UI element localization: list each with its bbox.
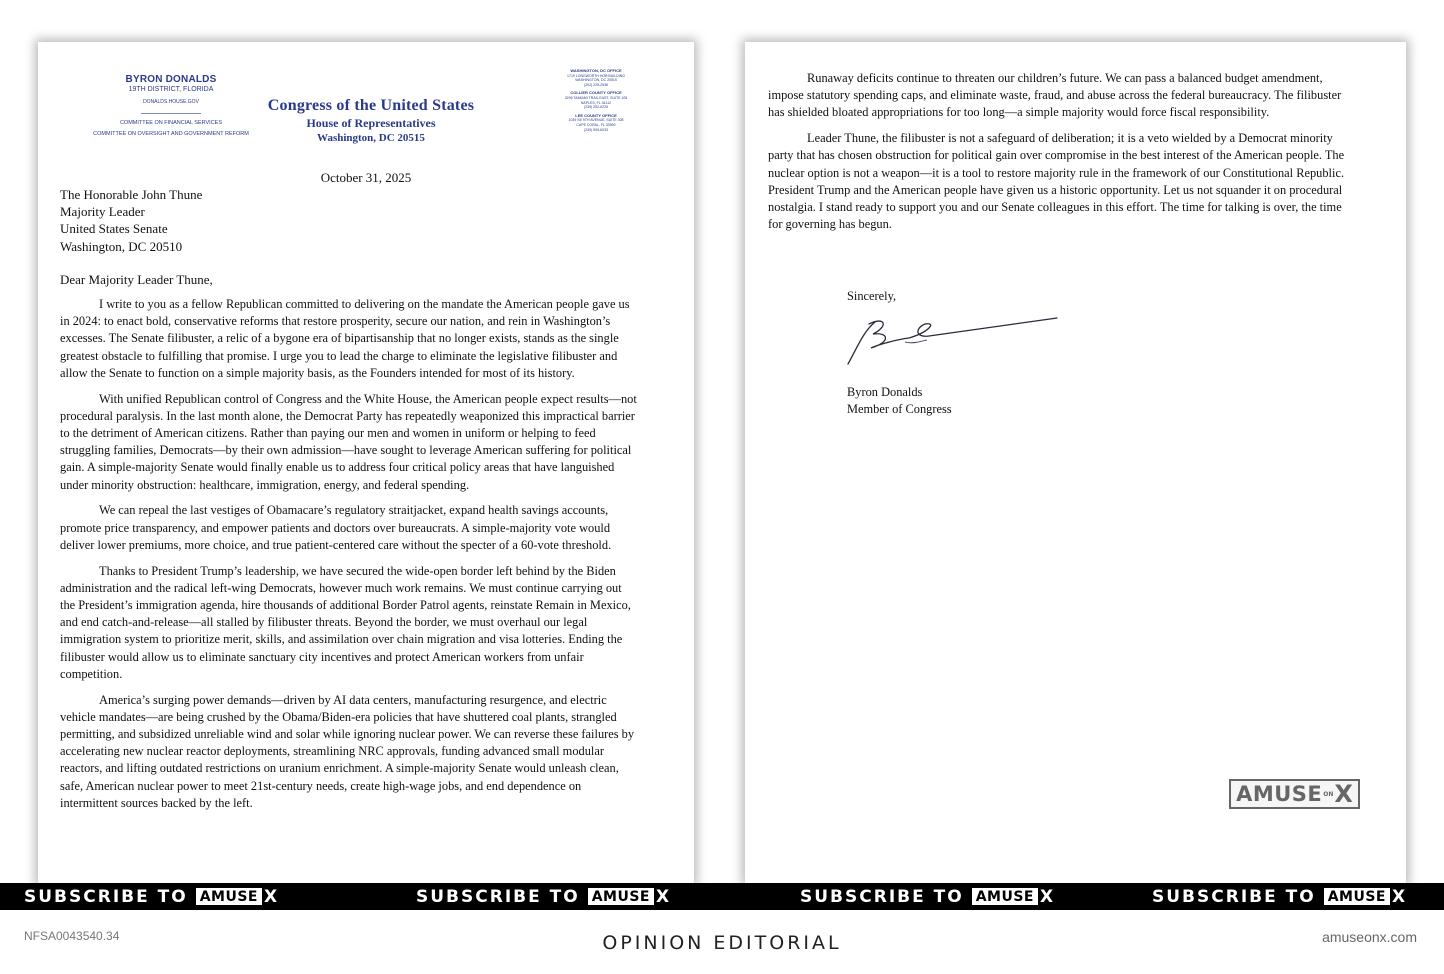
letter-body <box>60 296 637 821</box>
subscribe-text: SUBSCRIBE TO <box>1152 886 1316 907</box>
ribbon-x-icon: X <box>263 886 278 907</box>
paragraph: Leader Thune, the filibuster is not a safeguard of deliberation; it is a veto wielded by a Democrat minority party that has chosen obstruction for political gain over compromise in the best interest of the American people. The nuclear option is not a weapon—it is a tool to restore majority rule in the framework of our Constitutional Republic. President Trump and the American people have given us a historic opportunity. Let us not squander it on procedural nostalgia. I stand ready to support you and our Senate colleagues in this effort. The time for talking is over, the time for governing has begun. <box>768 131 1345 232</box>
ribbon-logo-text: AMUSE <box>975 888 1034 905</box>
subscribe-ribbon <box>0 883 1444 910</box>
signer-name: Byron Donalds <box>847 385 923 399</box>
ribbon-logo <box>1324 888 1390 905</box>
salutation: Dear Majority Leader Thune, <box>60 272 213 287</box>
subscribe-banner-item[interactable] <box>800 883 1053 910</box>
member-district: 19TH DISTRICT, FLORIDA <box>128 86 214 93</box>
paragraph: Thanks to President Trump’s leadership, we have secured the wide-open border left behind by the Biden administration and the radical left-wing Democrats, however much work remains. We must continue carrying out the President’s immigration agenda, hire thousands of additional Border Patrol agents, reinstate Remain in Mexico, and end catch-and-release—all stalled by filibuster threats. Beyond the border, we must overhaul our legal immigration system to prioritize merit, skills, and assimilation over chain migration and visa lotteries. Ending the filibuster would allow us to eliminate sanctuary city incentives and protect American workers from unfair competition. <box>60 563 631 681</box>
address-line: The Honorable John Thune <box>60 187 203 202</box>
ribbon-logo-text: AMUSE <box>1327 888 1386 905</box>
office-line: WASHINGTON, DC 20515 <box>575 78 617 83</box>
letter-page-2 <box>745 42 1406 883</box>
ribbon-x-icon: X <box>1391 886 1406 907</box>
letterhead-congress: Congress of the United States <box>267 97 475 114</box>
member-website: DONALDS.HOUSE.GOV <box>143 99 199 105</box>
member-name: BYRON DONALDS <box>125 74 217 85</box>
committee-2: COMMITTEE ON OVERSIGHT AND GOVERNMENT REFORM <box>93 131 249 137</box>
amuse-logo <box>1229 779 1360 809</box>
paragraph: Runaway deficits continue to threaten our children’s future. We can pass a balanced budget amendment, impose statutory spending caps, and eliminate waste, fraud, and abuse across the federal bureaucracy. The filibuster has shielded bloated appropriations for too long—a simple majority would force fiscal responsibility. <box>768 71 1342 120</box>
paragraph: I write to you as a fellow Republican committed to delivering on the mandate the American people gave us in 2024: to enact bold, conservative reforms that restore prosperity, secure our nation, and rein in Washington’s excesses. The Senate filibuster, a relic of a bygone era of bipartisanship that no longer exists, stands as the single greatest obstacle to fulfilling that promise. I urge you to lead the charge to eliminate the legislative filibuster and allow the Senate to function on a simple majority basis, as the Founders intended for most of its history. <box>60 297 630 380</box>
logo-on: ON <box>1323 790 1334 798</box>
letterhead-city: Washington, DC 20515 <box>317 132 425 144</box>
letter-page-1 <box>38 42 694 883</box>
letter-body <box>768 70 1348 242</box>
ribbon-logo <box>196 888 262 905</box>
office-line: (202) 225-2536 <box>584 82 608 87</box>
document-id: NFSA0043540.34 <box>24 929 120 943</box>
subscribe-banner-item[interactable] <box>416 883 669 910</box>
subscribe-text: SUBSCRIBE TO <box>24 886 188 907</box>
closing: Sincerely, <box>847 289 897 303</box>
office-list <box>536 69 656 136</box>
signer-title: Member of Congress <box>847 402 952 417</box>
subscribe-text: SUBSCRIBE TO <box>416 886 580 907</box>
committee-1: COMMITTEE ON FINANCIAL SERVICES <box>119 120 223 126</box>
ribbon-logo-text: AMUSE <box>199 888 258 905</box>
address-line: Washington, DC 20510 <box>60 238 183 254</box>
paragraph: We can repeal the last vestiges of Obamacare’s regulatory straitjacket, expand health savings accounts, promote price transparency, and empower patients and doctors over bureaucrats. A simple-majority vote would deliver lower premiums, more choice, and true patient-centered care without the specter of a 60-vote threshold. <box>60 503 612 552</box>
office-dc <box>536 69 656 87</box>
subscribe-banner-item[interactable] <box>1152 883 1405 910</box>
address-line: United States Senate <box>60 221 168 237</box>
address-line: Majority Leader <box>60 204 145 220</box>
letter-date: October 31, 2025 <box>320 170 412 185</box>
office-lee <box>536 114 656 132</box>
office-line: NAPLES, FL 34112 <box>580 100 612 105</box>
divider <box>141 113 201 114</box>
footer-website-link[interactable]: amuseonx.com <box>1322 929 1417 945</box>
subscribe-text: SUBSCRIBE TO <box>800 886 964 907</box>
ribbon-logo <box>972 888 1038 905</box>
office-title: COLLIER COUNTY OFFICE <box>570 90 622 96</box>
ribbon-logo-text: AMUSE <box>591 888 650 905</box>
paragraph: With unified Republican control of Congress and the White House, the American people expect results—not procedural paralysis. In the last month alone, the Democrat Party has repeatedly weaponized this impractical barrier to the detriment of American citizens. Rather than paying our men and women in uniform or helping to feed struggling families, Democrats—by their own admission—have sought to leverage American suffering for political gain. A simple-majority Senate would finally enable us to address four critical policy areas that have languished under minority obstruction: healthcare, immigration, energy, and federal spending. <box>60 391 637 492</box>
office-line: CAPE CORAL, FL 33990 <box>576 122 616 127</box>
logo-text: AMUSE <box>1236 782 1323 806</box>
office-title: WASHINGTON, DC OFFICE <box>570 68 622 73</box>
letterhead <box>233 97 509 144</box>
paragraph: America’s surging power demands—driven by AI data centers, manufacturing resurgence, and electric vehicle mandates—are being crushed by the Obama/Biden-era policies that have shuttered coal plants, strangled permitting, and subsidized unreliable wind and solar while ignoring nuclear power. We can reverse these failures by accelerating new nuclear reactor deployments, streamlining NRC approvals, funding advanced small modular reactors, and lifting outdated restrictions on uranium enrichment. A simple-majority Senate would unleash clean, safe, American nuclear power to meet 21st-century needs, create high-wage jobs, and end dependence on intermittent sources backed by the left. <box>60 692 635 810</box>
logo-x-icon: X <box>1334 780 1353 808</box>
office-title: LEE COUNTY OFFICE <box>575 112 617 118</box>
office-line: 1719 LONGWORTH HOB BUILDING <box>567 73 625 78</box>
recipient-address <box>60 186 202 255</box>
signature-image <box>845 312 1060 372</box>
ribbon-logo <box>588 888 654 905</box>
letterhead-house: House of Representatives <box>306 116 436 130</box>
ribbon-x-icon: X <box>655 886 670 907</box>
ribbon-x-icon: X <box>1039 886 1054 907</box>
signer-block <box>847 384 952 418</box>
subscribe-banner-item[interactable] <box>24 883 277 910</box>
office-line: (239) 252-6225 <box>584 105 608 110</box>
office-line: 1039 SE 9TH AVENUE, SUITE 308 <box>568 118 624 123</box>
office-collier <box>536 91 656 109</box>
footer-title: OPINION EDITORIAL <box>602 932 842 954</box>
office-line: (239) 599-6033 <box>584 127 608 132</box>
office-line: 3299 TAMIAMI TRAIL EAST, SUITE 105 <box>564 95 628 100</box>
